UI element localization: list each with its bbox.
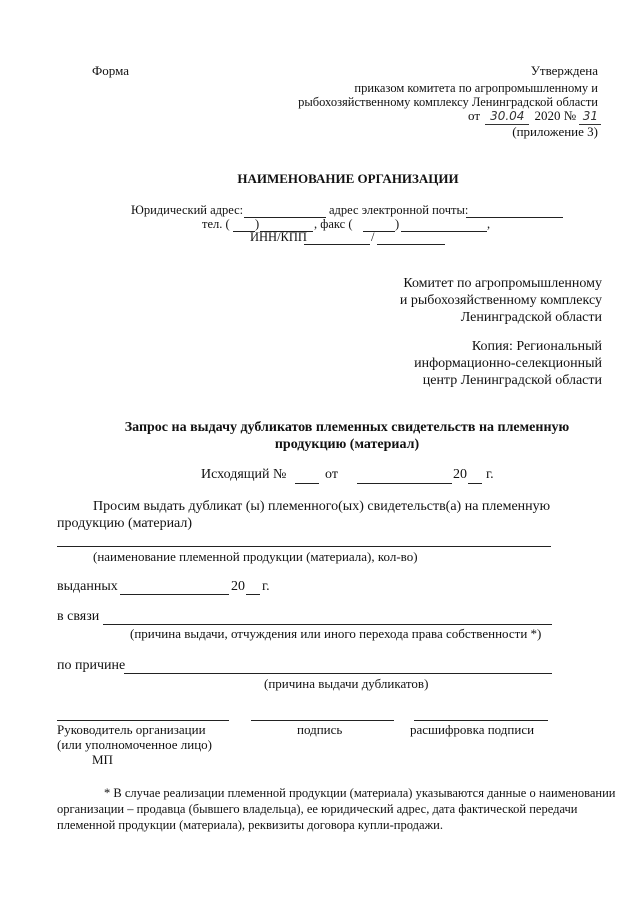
order-line-1: приказом комитета по агропромышленному и	[354, 81, 598, 95]
order-date-line	[468, 109, 601, 125]
fax-code-field	[363, 231, 395, 232]
because-label: по причине	[57, 658, 126, 673]
issued-g: г.	[262, 579, 270, 594]
fax-comma: ,	[487, 217, 491, 231]
head-label-2: (или уполномоченное лицо)	[57, 737, 212, 752]
request-title-line-2: продукцию (материал)	[274, 437, 420, 452]
outgoing-year-field	[468, 483, 482, 484]
due-label: в связи	[57, 609, 100, 624]
year-number-label: 2020 №	[534, 108, 577, 123]
from-prefix: от	[468, 108, 481, 123]
decode-line	[414, 720, 548, 721]
issued-year: 20	[231, 579, 245, 594]
form-label: Форма	[92, 63, 129, 78]
outgoing-label: Исходящий №	[201, 467, 287, 482]
outgoing-date-field	[357, 483, 452, 484]
handwritten-date: 30.04	[485, 110, 529, 125]
inn-slash: /	[371, 230, 375, 244]
inn-field	[304, 244, 370, 245]
org-title: НАИМЕНОВАНИЕ ОРГАНИЗАЦИИ	[237, 171, 459, 186]
footnote-line-2: организации – продавца (бывшего владельца), ее юридический адрес, дата фактической передачи	[57, 802, 578, 816]
reason-caption: (причина выдачи, отчуждения или иного перехода права собственности *)	[130, 626, 542, 641]
outgoing-number-field	[295, 483, 319, 484]
duplicates-caption: (причина выдачи дубликатов)	[264, 676, 429, 691]
order-line-2: рыбохозяйственному комплексу Ленинградской области	[298, 95, 598, 109]
recipient-line-1: Комитет по агропромышленному	[403, 276, 602, 291]
inn-label: ИНН/КПП	[250, 230, 307, 244]
email-label: адрес электронной почты:	[329, 203, 469, 217]
request-title-line-1: Запрос на выдачу дубликатов племенных свидетельств на племенную	[124, 420, 570, 435]
copy-line-2: информационно-селекционный	[414, 356, 602, 371]
footnote-line-3: племенной продукции (материала), реквизиты договора купли-продажи.	[57, 818, 443, 832]
product-caption: (наименование племенной продукции (материала), кол-во)	[93, 549, 418, 564]
recipient-line-2: и рыбохозяйственному комплексу	[399, 293, 602, 308]
issued-label: выданных	[57, 579, 118, 594]
head-sign-line	[57, 720, 229, 721]
approved-label: Утверждена	[530, 63, 598, 78]
due-field	[103, 624, 552, 625]
outgoing-g: г.	[486, 467, 494, 482]
outgoing-from: от	[325, 467, 338, 482]
head-label-1: Руководитель организации	[57, 722, 206, 737]
tel-close: )	[255, 217, 260, 231]
mp-label: МП	[92, 752, 113, 767]
outgoing-year: 20	[453, 467, 467, 482]
appendix-label: (приложение 3)	[512, 124, 598, 139]
copy-line-3: центр Ленинградской области	[422, 373, 602, 388]
footnote-line-1: * В случае реализации племенной продукции (материала) указываются данные о наименовании	[104, 786, 616, 800]
copy-line-1: Копия: Региональный	[471, 339, 602, 354]
signature-line	[251, 720, 394, 721]
decode-label: расшифровка подписи	[410, 722, 535, 737]
sign-label: подпись	[297, 722, 343, 737]
fax-number-field	[401, 231, 487, 232]
body-line-2: продукцию (материал)	[57, 516, 193, 531]
legal-address-label: Юридический адрес:	[131, 203, 244, 217]
recipient-line-3: Ленинградской области	[460, 310, 602, 325]
body-line-1: Просим выдать дубликат (ы) племенного(ых) свидетельств(а) на племенную	[93, 499, 551, 514]
fax-label: , факс (	[314, 217, 353, 231]
email-field	[466, 217, 563, 218]
kpp-field	[377, 244, 445, 245]
handwritten-number: 31	[579, 110, 601, 125]
product-field	[57, 546, 551, 547]
fax-close: )	[395, 217, 400, 231]
issued-date-field	[120, 594, 229, 595]
tel-label: тел. (	[202, 217, 230, 231]
because-field	[124, 673, 552, 674]
issued-year-field	[246, 594, 260, 595]
